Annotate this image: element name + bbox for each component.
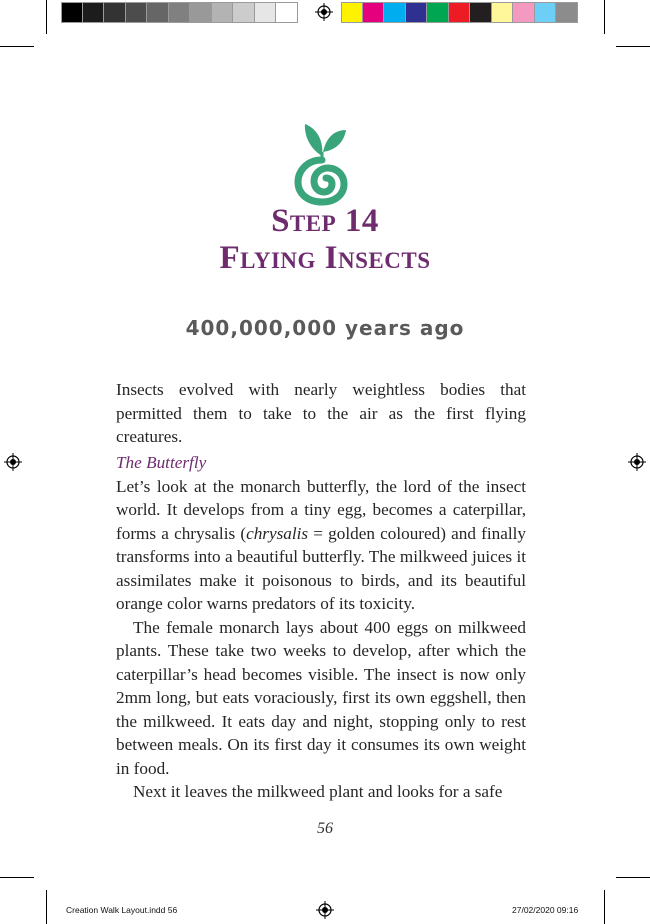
page-number: 56 [317, 820, 333, 837]
color-bar-process [341, 2, 578, 23]
registration-mark-icon [4, 453, 22, 471]
swatch-cyan [384, 2, 406, 23]
swatch-gray-70 [126, 2, 148, 23]
slug-file-name: Creation Walk Layout.indd 56 [66, 905, 178, 915]
swatch-yellow [341, 2, 363, 23]
crop-mark [604, 890, 605, 924]
registration-mark-icon [316, 901, 334, 919]
section-title: The Butterfly [116, 453, 207, 472]
sprout-spiral-logo-icon [292, 116, 352, 206]
registration-mark-icon [628, 453, 646, 471]
paragraph-3: Next it leaves the milkweed plant and looks for a safe [133, 782, 503, 801]
swatch-gray-60 [147, 2, 169, 23]
term-chrysalis: chrysalis [246, 523, 309, 543]
crop-mark [46, 890, 47, 924]
crop-mark [0, 46, 34, 47]
swatch-gray-30 [212, 2, 234, 23]
swatch-gray-40 [190, 2, 212, 23]
crop-mark [616, 877, 650, 878]
swatch-gray-50 [169, 2, 191, 23]
paragraph-1-start: Let’s look at the monarch butterfly, the lord of the insect world. It develops from a tiny egg, becomes a caterpillar, forms a chrysalis ( [116, 476, 526, 543]
paragraph-1-end: = golden coloured) and finally transforms into a beautiful butterfly. The milkweed juices it assimilates make it poisonous to birds, and its beautiful orange color warns predators of its toxicity. [116, 523, 526, 613]
swatch-red [449, 2, 471, 23]
swatch-green [427, 2, 449, 23]
body-text [116, 378, 526, 449]
swatch-gray [556, 2, 578, 23]
step-number-heading: Step 14 [271, 203, 379, 239]
swatch-blue [406, 2, 428, 23]
crop-mark [0, 877, 34, 878]
swatch-gray-90 [83, 2, 105, 23]
swatch-magenta [363, 2, 385, 23]
paragraph-1 [116, 475, 526, 616]
swatch-light-yellow [492, 2, 514, 23]
chapter-title: Flying Insects [219, 240, 431, 276]
swatch-gray-80 [104, 2, 126, 23]
era-date: 400,000,000 years ago [185, 316, 465, 340]
swatch-pink [513, 2, 535, 23]
intro-paragraph: Insects evolved with nearly weightless bodies that permitted them to take to the air as the first flying creatures. [116, 380, 526, 446]
swatch-gray-20 [233, 2, 255, 23]
crop-mark [616, 46, 650, 47]
crop-mark [604, 0, 605, 34]
registration-mark-icon [315, 3, 333, 21]
color-bar [61, 2, 298, 23]
swatch-white [276, 2, 298, 23]
swatch-gray-10 [255, 2, 277, 23]
swatch-light-cyan [535, 2, 557, 23]
swatch-rich-black [470, 2, 492, 23]
swatch-black [61, 2, 83, 23]
paragraph-2: The female monarch lays about 400 eggs on milkweed plants. These take two weeks to develop, after which the caterpillar’s head becomes visible. The insect is now only 2mm long, but eats voraciously, first its own eggshell, then the milkweed. It eats day and night, stopping only to rest between meals. On its first day it consumes its own weight in food. [116, 617, 526, 778]
crop-mark [46, 0, 47, 34]
slug-date-time: 27/02/2020 09:16 [512, 905, 579, 915]
butterfly-section [116, 451, 526, 804]
